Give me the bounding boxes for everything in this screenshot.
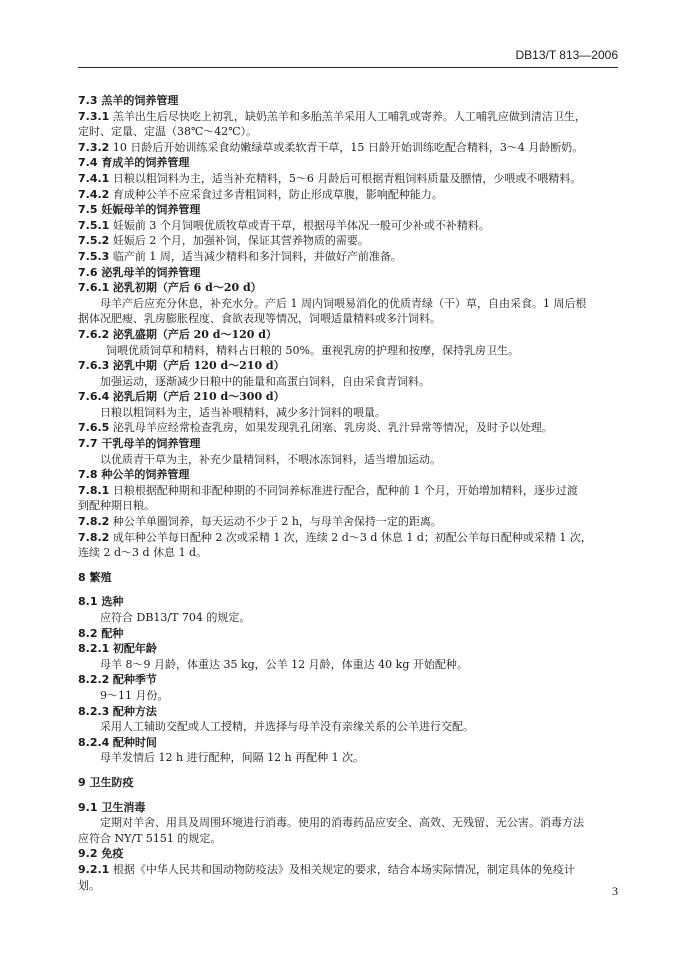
clause bbox=[78, 233, 626, 249]
section-heading: 8 繁殖 bbox=[78, 570, 112, 584]
clause-text: 泌乳盛期（产后 20 d～120 d） bbox=[112, 327, 277, 341]
clause bbox=[78, 140, 626, 156]
subsection-heading bbox=[78, 735, 626, 751]
indented-paragraph: 采用人工辅助交配或人工授精，并选择与母羊没有亲缘关系的公羊进行交配。 bbox=[100, 720, 474, 734]
section-heading: 7.7 干乳母羊的饲养管理 bbox=[78, 437, 201, 451]
clause bbox=[78, 109, 626, 125]
continuation-line: 连续 2 d～3 d 休息 1 d。 bbox=[78, 546, 208, 560]
indented-paragraph: 母羊产后应充分休息，补充水分。产后 1 周内饲喂易消化的优质青绿（干）草，自由采食。1 周后根 bbox=[100, 296, 587, 310]
clause-number: 8.2.3 bbox=[78, 704, 110, 718]
clause-text: 初配年龄 bbox=[112, 642, 157, 656]
clause-number: 7.3.1 bbox=[78, 109, 110, 123]
indented-paragraph: 定期对羊舍、用具及周围环境进行消毒。使用的消毒药品应安全、高效、无残留、无公害。消毒方法 bbox=[100, 816, 584, 830]
clause bbox=[78, 171, 626, 187]
section-heading: 9 卫生防疫 bbox=[78, 775, 134, 789]
continuation-line: 定时、定量、定温（38℃～42℃）。 bbox=[78, 125, 258, 139]
clause-text: 羔羊出生后尽快吃上初乳，缺奶羔羊和多胎羔羊采用人工哺乳或寄养。人工哺乳应做到清洁卫生， bbox=[112, 109, 586, 123]
section-gap bbox=[78, 585, 626, 594]
clause-text: 泌乳母羊应经常检查乳房，如果发现乳孔闭塞、乳房炎、乳汁异常等情况，及时予以处理。 bbox=[112, 421, 553, 435]
clause bbox=[78, 187, 626, 203]
clause bbox=[78, 862, 626, 878]
section-gap bbox=[78, 791, 626, 800]
page-number: 3 bbox=[612, 884, 618, 898]
clause-text: 泌乳中期（产后 120 d～210 d） bbox=[112, 359, 285, 373]
clause-number: 7.6.1 bbox=[78, 281, 110, 295]
indented-paragraph: 加强运动，逐渐减少日粮中的能量和高蛋白饲料，自由采食青饲料。 bbox=[100, 374, 430, 388]
clause-number: 7.8.2 bbox=[78, 530, 110, 544]
clause-text: 配种时间 bbox=[112, 735, 157, 749]
clause bbox=[78, 530, 626, 546]
clause-number: 7.5.3 bbox=[78, 249, 110, 263]
subsection-heading bbox=[78, 672, 626, 688]
clause-number: 7.3.2 bbox=[78, 140, 110, 154]
indented-paragraph: 应符合 DB13/T 704 的规定。 bbox=[100, 611, 251, 624]
clause bbox=[78, 483, 626, 499]
indented-paragraph: 饲喂优质饲草和精料，精料占日粮的 50%。重视乳房的护理和按摩，保持乳房卫生。 bbox=[106, 343, 519, 357]
clause-text: 妊娠后 2 个月，加强补饲，保证其营养物质的需要。 bbox=[112, 234, 369, 248]
section-heading: 7.3 羔羊的饲养管理 bbox=[78, 94, 179, 107]
clause-text: 日粮根据配种期和非配种期的不同饲养标准进行配合，配种前 1 个月，开始增加精料，逐步过渡 bbox=[112, 483, 578, 497]
section-heading: 8.2 配种 bbox=[78, 626, 124, 640]
clause-number: 7.6.2 bbox=[78, 327, 110, 341]
clause-text: 配种季节 bbox=[112, 673, 157, 687]
clause bbox=[78, 514, 626, 530]
clause-number: 7.6.3 bbox=[78, 359, 110, 373]
clause-number: 7.5.1 bbox=[78, 218, 110, 232]
clause-number: 8.2.2 bbox=[78, 673, 110, 687]
clause-text: 成年种公羊每日配种 2 次或采精 1 次，连续 2 d～3 d 休息 1 d；初配公羊每日配种或采精 1 次， bbox=[112, 530, 592, 544]
subsection-heading bbox=[78, 327, 626, 343]
subsection-heading bbox=[78, 358, 626, 374]
indented-paragraph: 以优质青干草为主，补充少量精饲料，不喂冰冻饲料，适当增加运动。 bbox=[100, 452, 441, 466]
subsection-heading bbox=[78, 389, 626, 405]
continuation-line: 据体况肥瘦、乳房膨胀程度、食欲表现等情况，饲喂适量精料或多汁饲料。 bbox=[78, 312, 441, 326]
clause bbox=[78, 249, 626, 265]
clause-number: 7.4.1 bbox=[78, 171, 110, 185]
section-heading: 7.8 种公羊的饲养管理 bbox=[78, 468, 190, 482]
clause-text: 日粮以粗饲料为主，适当补充精料，5～6 月龄后可根据青粗饲料质量及膘情，少喂或不喂精料。 bbox=[112, 171, 582, 185]
section-heading: 9.1 卫生消毒 bbox=[78, 800, 146, 814]
indented-paragraph: 日粮以粗饲料为主，适当补喂精料，减少多汁饲料的喂量。 bbox=[100, 405, 386, 419]
clause-number: 7.4.2 bbox=[78, 187, 110, 201]
continuation-line: 到配种期日粮。 bbox=[78, 499, 155, 513]
section-heading: 8.1 选种 bbox=[78, 595, 124, 609]
indented-paragraph: 母羊发情后 12 h 进行配种，间隔 12 h 再配种 1 次。 bbox=[100, 751, 365, 765]
clause bbox=[78, 420, 626, 436]
section-heading: 9.2 免疫 bbox=[78, 847, 124, 861]
clause-number: 8.2.4 bbox=[78, 735, 110, 749]
clause-number: 7.6.4 bbox=[78, 390, 110, 404]
document-body bbox=[78, 93, 626, 893]
clause-text: 泌乳初期（产后 6 d～20 d） bbox=[112, 281, 262, 295]
clause-number: 7.5.2 bbox=[78, 234, 110, 248]
clause-number: 9.2.1 bbox=[78, 862, 110, 876]
standard-code: DB13/T 813—2006 bbox=[515, 48, 618, 62]
clause-text: 临产前 1 周，适当减少精料和多汁饲料，并做好产前准备。 bbox=[112, 249, 402, 263]
clause-text: 泌乳后期（产后 210 d～300 d） bbox=[112, 390, 285, 404]
clause-text: 配种方法 bbox=[112, 704, 157, 718]
section-heading: 7.5 妊娠母羊的饲养管理 bbox=[78, 203, 201, 217]
clause-text: 种公羊单圈饲养，每天运动不少于 2 h，与母羊舍保持一定的距离。 bbox=[112, 515, 442, 529]
subsection-heading bbox=[78, 280, 626, 296]
continuation-line: 划。 bbox=[78, 878, 100, 892]
clause-text: 育成种公羊不应采食过多青粗饲料，防止形成草腹，影响配种能力。 bbox=[112, 187, 443, 201]
indented-paragraph: 9～11 月份。 bbox=[100, 688, 169, 702]
section-gap bbox=[78, 766, 626, 775]
section-gap bbox=[78, 561, 626, 570]
continuation-line: 应符合 NY/T 5151 的规定。 bbox=[78, 831, 222, 845]
subsection-heading bbox=[78, 704, 626, 720]
clause-number: 8.2.1 bbox=[78, 642, 110, 656]
section-heading: 7.6 泌乳母羊的饲养管理 bbox=[78, 265, 201, 279]
clause-number: 7.6.5 bbox=[78, 421, 110, 435]
clause-text: 妊娠前 3 个月饲喂优质牧草或青干草，根据母羊体况一般可少补或不补精料。 bbox=[112, 218, 490, 232]
clause bbox=[78, 218, 626, 234]
clause-text: 根据《中华人民共和国动物防疫法》及相关规定的要求，结合本场实际情况，制定具体的免疫计 bbox=[112, 862, 575, 876]
clause-number: 7.8.2 bbox=[78, 515, 110, 529]
subsection-heading bbox=[78, 641, 626, 657]
clause-text: 10 日龄后开始训练采食幼嫩绿草或柔软青干草，15 日龄开始训练吃配合精料，3～4 月龄断奶。 bbox=[112, 140, 584, 154]
indented-paragraph: 母羊 8～9 月龄，体重达 35 kg，公羊 12 月龄，体重达 40 kg 开始配种。 bbox=[100, 657, 468, 671]
clause-number: 7.8.1 bbox=[78, 483, 110, 497]
header-rule bbox=[78, 67, 618, 68]
section-heading: 7.4 育成羊的饲养管理 bbox=[78, 156, 190, 170]
